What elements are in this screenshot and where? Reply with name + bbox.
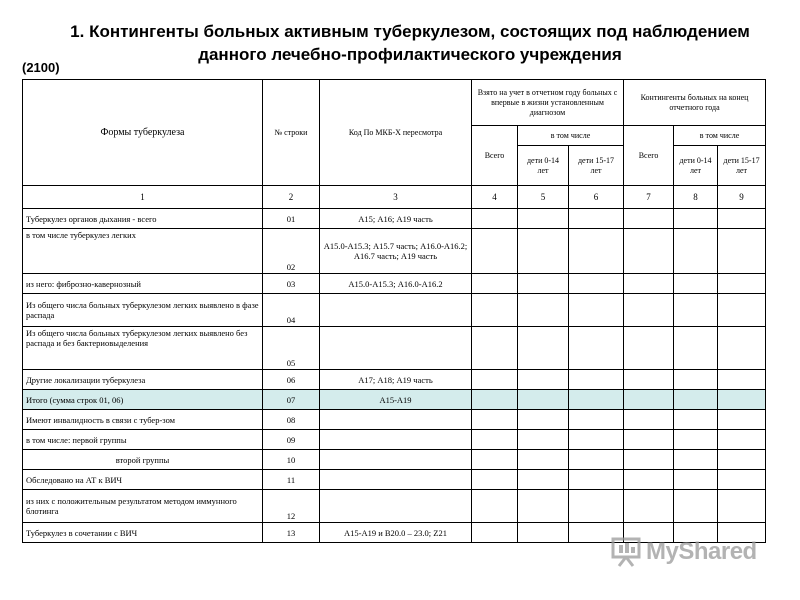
row-number: 10 (263, 450, 320, 470)
data-cell[interactable] (624, 274, 674, 294)
data-cell[interactable] (624, 229, 674, 274)
data-cell[interactable] (569, 390, 624, 410)
header-total-new: Всего (472, 126, 518, 186)
row-mkb-code (320, 294, 472, 327)
row-name: из них с положительным результатом методом иммунного блотинга (23, 490, 263, 523)
row-number: 07 (263, 390, 320, 410)
data-cell[interactable] (472, 450, 518, 470)
row-name: Обследовано на АТ к ВИЧ (23, 470, 263, 490)
data-cell[interactable] (624, 370, 674, 390)
data-cell[interactable] (569, 294, 624, 327)
data-cell[interactable] (674, 450, 718, 470)
row-name: Другие локализации туберкулеза (23, 370, 263, 390)
data-cell[interactable] (718, 229, 766, 274)
table-row (23, 410, 766, 430)
data-cell[interactable] (624, 294, 674, 327)
data-cell[interactable] (518, 370, 569, 390)
header-row-no: № строки (263, 80, 320, 186)
header-children-0-14-new: дети 0-14 лет (518, 146, 569, 186)
header-taken: Взято на учет в отчетном году больных с впервые в жизни установленным диагнозом (472, 80, 624, 126)
row-number: 01 (263, 209, 320, 229)
row-name: Из общего числа больных туберкулезом легких выявлено в фазе распада (23, 294, 263, 327)
data-cell[interactable] (569, 209, 624, 229)
table-row (23, 294, 766, 327)
data-cell[interactable] (569, 430, 624, 450)
row-name: Туберкулез в сочетании с ВИЧ (23, 523, 263, 543)
header-contingents: Контингенты больных на конец отчетного года (624, 80, 766, 126)
row-number: 13 (263, 523, 320, 543)
data-cell[interactable] (472, 209, 518, 229)
row-number: 06 (263, 370, 320, 390)
data-cell[interactable] (569, 229, 624, 274)
row-name: Из общего числа больных туберкулезом легких выявлено без распада и без бактериовыделения (23, 327, 263, 370)
row-mkb-code: А15.0-А15.3; А15.7 часть; А16.0-А16.2; А16.7 часть; А19 часть (320, 229, 472, 274)
data-cell[interactable] (674, 490, 718, 523)
header-children-15-17-new: дети 15-17 лет (569, 146, 624, 186)
data-cell[interactable] (472, 490, 518, 523)
column-number: 3 (320, 186, 472, 209)
data-cell[interactable] (674, 430, 718, 450)
data-cell[interactable] (518, 430, 569, 450)
data-cell[interactable] (569, 450, 624, 470)
column-number: 6 (569, 186, 624, 209)
data-cell[interactable] (718, 430, 766, 450)
row-mkb-code: А15.0-А15.3; А16.0-А16.2 (320, 274, 472, 294)
row-number: 09 (263, 430, 320, 450)
data-cell[interactable] (518, 274, 569, 294)
data-cell[interactable] (472, 229, 518, 274)
data-cell[interactable] (569, 370, 624, 390)
row-mkb-code (320, 490, 472, 523)
header-forms: Формы туберкулеза (23, 80, 263, 186)
row-number: 05 (263, 327, 320, 370)
data-cell[interactable] (674, 410, 718, 430)
table-row (23, 229, 766, 274)
row-mkb-code (320, 470, 472, 490)
row-name: из него: фиброзно-кавернозный (23, 274, 263, 294)
data-cell[interactable] (518, 470, 569, 490)
row-mkb-code: А15-А19 и В20.0 – 23.0; Z21 (320, 523, 472, 543)
row-mkb-code: А17; А18; А19 часть (320, 370, 472, 390)
data-cell[interactable] (472, 410, 518, 430)
table-row (23, 490, 766, 523)
row-number: 12 (263, 490, 320, 523)
table-row-total (23, 390, 766, 410)
presentation-icon (610, 536, 644, 568)
table-row (23, 209, 766, 229)
table-row (23, 470, 766, 490)
table-row (23, 327, 766, 370)
row-name: второй группы (23, 450, 263, 470)
data-cell[interactable] (718, 450, 766, 470)
data-cell[interactable] (518, 229, 569, 274)
data-cell[interactable] (569, 327, 624, 370)
data-cell[interactable] (718, 370, 766, 390)
data-cell[interactable] (472, 274, 518, 294)
column-number: 9 (718, 186, 766, 209)
data-cell[interactable] (472, 294, 518, 327)
data-cell[interactable] (674, 470, 718, 490)
data-cell[interactable] (472, 470, 518, 490)
header-total-end: Всего (624, 126, 674, 186)
row-name: Итого (сумма строк 01, 06) (23, 390, 263, 410)
data-cell[interactable] (472, 390, 518, 410)
data-cell[interactable] (472, 370, 518, 390)
tuberculosis-table (22, 79, 766, 543)
row-mkb-code (320, 410, 472, 430)
header-including-new: в том числе (518, 126, 624, 146)
data-cell[interactable] (518, 294, 569, 327)
data-cell[interactable] (624, 430, 674, 450)
data-cell[interactable] (624, 390, 674, 410)
row-number: 04 (263, 294, 320, 327)
column-number: 8 (674, 186, 718, 209)
data-cell[interactable] (472, 327, 518, 370)
data-cell[interactable] (569, 274, 624, 294)
data-cell[interactable] (624, 470, 674, 490)
column-number: 1 (23, 186, 263, 209)
data-cell[interactable] (624, 410, 674, 430)
row-number: 11 (263, 470, 320, 490)
data-cell[interactable] (518, 327, 569, 370)
column-number: 2 (263, 186, 320, 209)
row-number: 02 (263, 229, 320, 274)
row-mkb-code (320, 430, 472, 450)
data-cell[interactable] (624, 450, 674, 470)
header-children-15-17-end: дети 15-17 лет (718, 146, 766, 186)
table-row (23, 274, 766, 294)
data-cell[interactable] (718, 327, 766, 370)
data-cell[interactable] (518, 490, 569, 523)
data-cell[interactable] (674, 229, 718, 274)
data-cell[interactable] (674, 294, 718, 327)
myshared-watermark (610, 536, 760, 568)
data-cell[interactable] (624, 327, 674, 370)
row-number: 08 (263, 410, 320, 430)
table-code: (2100) (22, 60, 60, 75)
data-cell[interactable] (624, 209, 674, 229)
data-cell[interactable] (518, 523, 569, 543)
data-cell[interactable] (472, 430, 518, 450)
table-row (23, 370, 766, 390)
data-cell[interactable] (674, 370, 718, 390)
header-children-0-14-end: дети 0-14 лет (674, 146, 718, 186)
data-cell[interactable] (569, 470, 624, 490)
column-number: 4 (472, 186, 518, 209)
row-mkb-code: А15; А16; А19 часть (320, 209, 472, 229)
header-including-end: в том числе (674, 126, 766, 146)
data-cell[interactable] (718, 470, 766, 490)
row-mkb-code: А15-А19 (320, 390, 472, 410)
data-cell[interactable] (518, 450, 569, 470)
data-cell[interactable] (569, 490, 624, 523)
data-cell[interactable] (718, 390, 766, 410)
data-cell[interactable] (624, 490, 674, 523)
data-cell[interactable] (718, 490, 766, 523)
data-cell[interactable] (674, 274, 718, 294)
data-cell[interactable] (674, 327, 718, 370)
page-title: 1. Контингенты больных активным туберкулезом, состоящих под наблюдением данного лечебно-профилактического учреждения (70, 22, 750, 64)
data-cell[interactable] (472, 523, 518, 543)
data-cell[interactable] (674, 390, 718, 410)
row-name: в том числе: первой группы (23, 430, 263, 450)
table-row (23, 450, 766, 470)
data-cell[interactable] (569, 410, 624, 430)
row-name: в том числе туберкулез легких (23, 229, 263, 274)
data-cell[interactable] (718, 294, 766, 327)
watermark-text: MyShared (646, 538, 757, 565)
row-name: Имеют инвалидность в связи с тубер-зом (23, 410, 263, 430)
header-mkb: Код По МКБ-Х пересмотра (320, 80, 472, 186)
table-row (23, 430, 766, 450)
data-cell[interactable] (674, 209, 718, 229)
data-cell[interactable] (718, 209, 766, 229)
data-cell[interactable] (718, 410, 766, 430)
column-number: 5 (518, 186, 569, 209)
row-number: 03 (263, 274, 320, 294)
column-number: 7 (624, 186, 674, 209)
data-cell[interactable] (518, 410, 569, 430)
row-name: Туберкулез органов дыхания - всего (23, 209, 263, 229)
data-cell[interactable] (518, 390, 569, 410)
row-mkb-code (320, 327, 472, 370)
data-cell[interactable] (718, 274, 766, 294)
row-mkb-code (320, 450, 472, 470)
data-cell[interactable] (518, 209, 569, 229)
